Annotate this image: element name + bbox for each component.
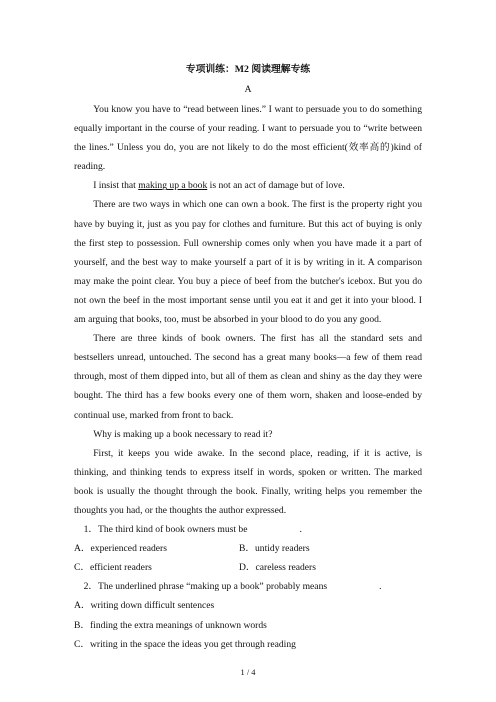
question-1-options-row-2 <box>74 558 422 577</box>
question-1-stem <box>74 520 422 539</box>
passage-paragraph-5: Why is making up a book necessary to read it? <box>93 428 273 440</box>
page-title: 专项训练：M2 阅读理解专练 <box>185 64 311 75</box>
option-a: A．experienced readers <box>74 543 167 555</box>
paragraph-2-text-before: I insist that <box>93 180 139 192</box>
paragraph-2-text-after: is not an act of damage but of love. <box>207 180 345 192</box>
question-2-option-a: A．writing down difficult sentences <box>74 600 215 612</box>
question-1-options-row-1 <box>74 539 422 558</box>
passage-paragraph-6: First, it keeps you wide awake. In the second place, reading, if it is active, is thinking, and thinking tends to express itself in words, spoken or written. The marked book is usually the thought through the book. Finally, writing helps you remember the thoughts you had, or the thoughts the author expressed. <box>74 447 422 516</box>
passage-paragraph-2 <box>74 176 422 195</box>
document-content <box>74 63 422 654</box>
section-label: A <box>244 84 252 95</box>
option-d: D．careless readers <box>239 562 316 574</box>
question-1-end: . <box>299 524 302 536</box>
question-2-option-c: C．writing in the space the ideas you get through reading <box>74 638 296 650</box>
question-1-text: 1．The third kind of book owners must be <box>83 524 248 536</box>
question-2-option-b: B．finding the extra meanings of unknown words <box>74 619 267 631</box>
question-2-end: . <box>379 581 382 593</box>
question-2-stem <box>74 577 422 596</box>
page-number: 1 / 4 <box>240 668 256 677</box>
question-2-text: 2．The underlined phrase “making up a book” probably means <box>83 581 328 593</box>
passage-paragraph-4: There are three kinds of book owners. The first has all the standard sets and bestsellers unread, untouched. The second has a great many books—a few of them read through, most of them dipped into, but all of them as clean and shiny as the day they were bought. The third has a few books every one of them worn, shaken and loose-ended by continual use, marked from front to back. <box>74 333 422 421</box>
underlined-phrase: making up a book <box>138 180 208 192</box>
passage-paragraph-3: There are two ways in which one can own a book. The first is the property right you have by buying it, just as you pay for clothes and furniture. But this act of buying is only the first step to possession. Full ownership comes only when you have made it a part of yourself, and the best way to make yourself a part of it is by writing in it. A comparison may make the point clear. You buy a piece of beef from the butcher's icebox. But you do not own the beef in the most important sense until you eat it and get it into your blood. I am arguing that books, too, must be absorbed in your blood to do you any good. <box>74 199 422 326</box>
passage-paragraph-1: You know you have to “read between lines.” I want to persuade you to do something equally important in the course of your reading. I want to persuade you to “write between the lines.” Unless you do, you are not likely to do the most efficient(效率高的)kind of reading. <box>74 104 422 173</box>
option-b: B．untidy readers <box>239 543 310 555</box>
option-c: C．efficient readers <box>74 562 152 574</box>
